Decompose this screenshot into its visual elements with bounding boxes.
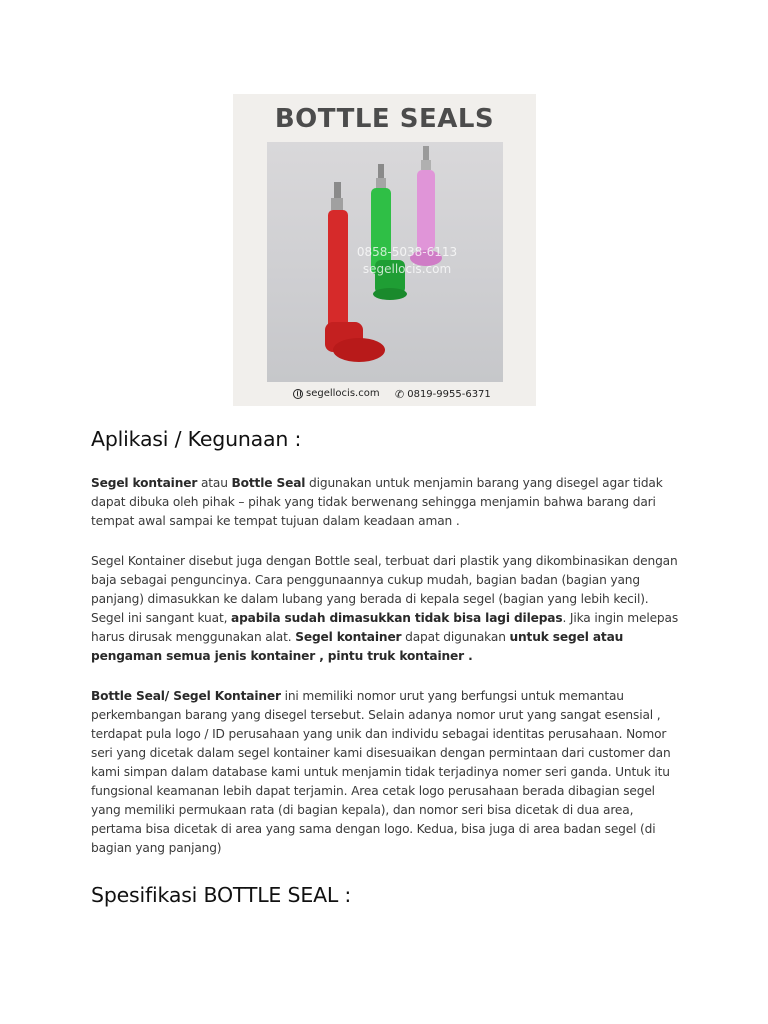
text: . Jika ingin melepas harus dirusak menggunakan alat. (91, 611, 679, 644)
globe-icon (293, 389, 303, 399)
bold-text: apabila sudah dimasukkan tidak bisa lagi dilepas (231, 611, 563, 625)
footer-website-text: segellocis.com (306, 388, 380, 399)
watermark-phone: 0858-5038-6113 (356, 245, 458, 259)
image-title: BOTTLE SEALS (274, 104, 495, 134)
bold-text: untuk segel atau pengaman semua jenis kontainer , pintu truk kontainer . (91, 630, 624, 663)
text: Segel Kontainer disebut juga dengan Bottle seal, terbuat dari plastik yang dikombinasikan dengan baja sebagai penguncinya. Cara penggunaannya cukup mudah, bagian badan (bagian yang panjang) dimasukkan ke dalam lubang yang berada di kepala segel (bagian yang lebih kecil). Segel ini sangant kuat, (91, 554, 678, 625)
footer-website (293, 388, 380, 399)
bottle-seals-photo (267, 142, 503, 382)
text: digunakan untuk menjamin barang yang disegel agar tidak dapat dibuka oleh pihak – pihak yang tidak berwenang sehingga menjamin bahwa barang dari tempat awal sampai ke tempat tujuan dalam keadaan aman . (91, 476, 663, 528)
watermark-site: segellocis.com (362, 262, 452, 276)
text: atau (197, 476, 232, 490)
bold-text: Segel kontainer (91, 476, 198, 490)
image-footer (233, 386, 536, 404)
bold-text: Bottle Seal (231, 476, 306, 490)
applications-heading: Aplikasi / Kegunaan : (91, 427, 302, 451)
paragraph-description (91, 552, 683, 666)
bold-text: Bottle Seal/ Segel Kontainer (91, 689, 281, 703)
spec-heading: Spesifikasi BOTTLE SEAL : (91, 883, 352, 907)
paragraph-purpose (91, 474, 683, 531)
text: dapat digunakan (401, 630, 510, 644)
bold-text: Segel kontainer (295, 630, 402, 644)
green-seal (371, 164, 407, 300)
text: ini memiliki nomor urut yang berfungsi untuk memantau perkembangan barang yang disegel tersebut. Selain adanya nomor urut yang sangat esensial , terdapat pula logo / ID perusahaan yang unik dan individu sebagai identitas perusahaan. Nomor seri yang dicetak dalam segel kontainer kami disesuaikan dengan permintaan dari customer dan kami simpan dalam database kami untuk menjamin tidak terjadinya nomer seri ganda. Untuk itu fungsional keamanan lebih dapat terjamin. Area cetak logo perusahaan berada dibagian segel yang memiliki permukaan rata (di bagian kepala), dan nomor seri bisa dicetak di dua area, pertama bisa dicetak di area yang sama dengan logo. Kedua, bisa juga di area badan segel (di bagian yang panjang) (91, 689, 671, 855)
footer-phone-text: 0819-9955-6371 (407, 389, 491, 400)
footer-phone (395, 388, 491, 401)
product-image (233, 94, 536, 406)
phone-icon: ✆ (395, 388, 405, 401)
paragraph-serial-number (91, 687, 683, 858)
